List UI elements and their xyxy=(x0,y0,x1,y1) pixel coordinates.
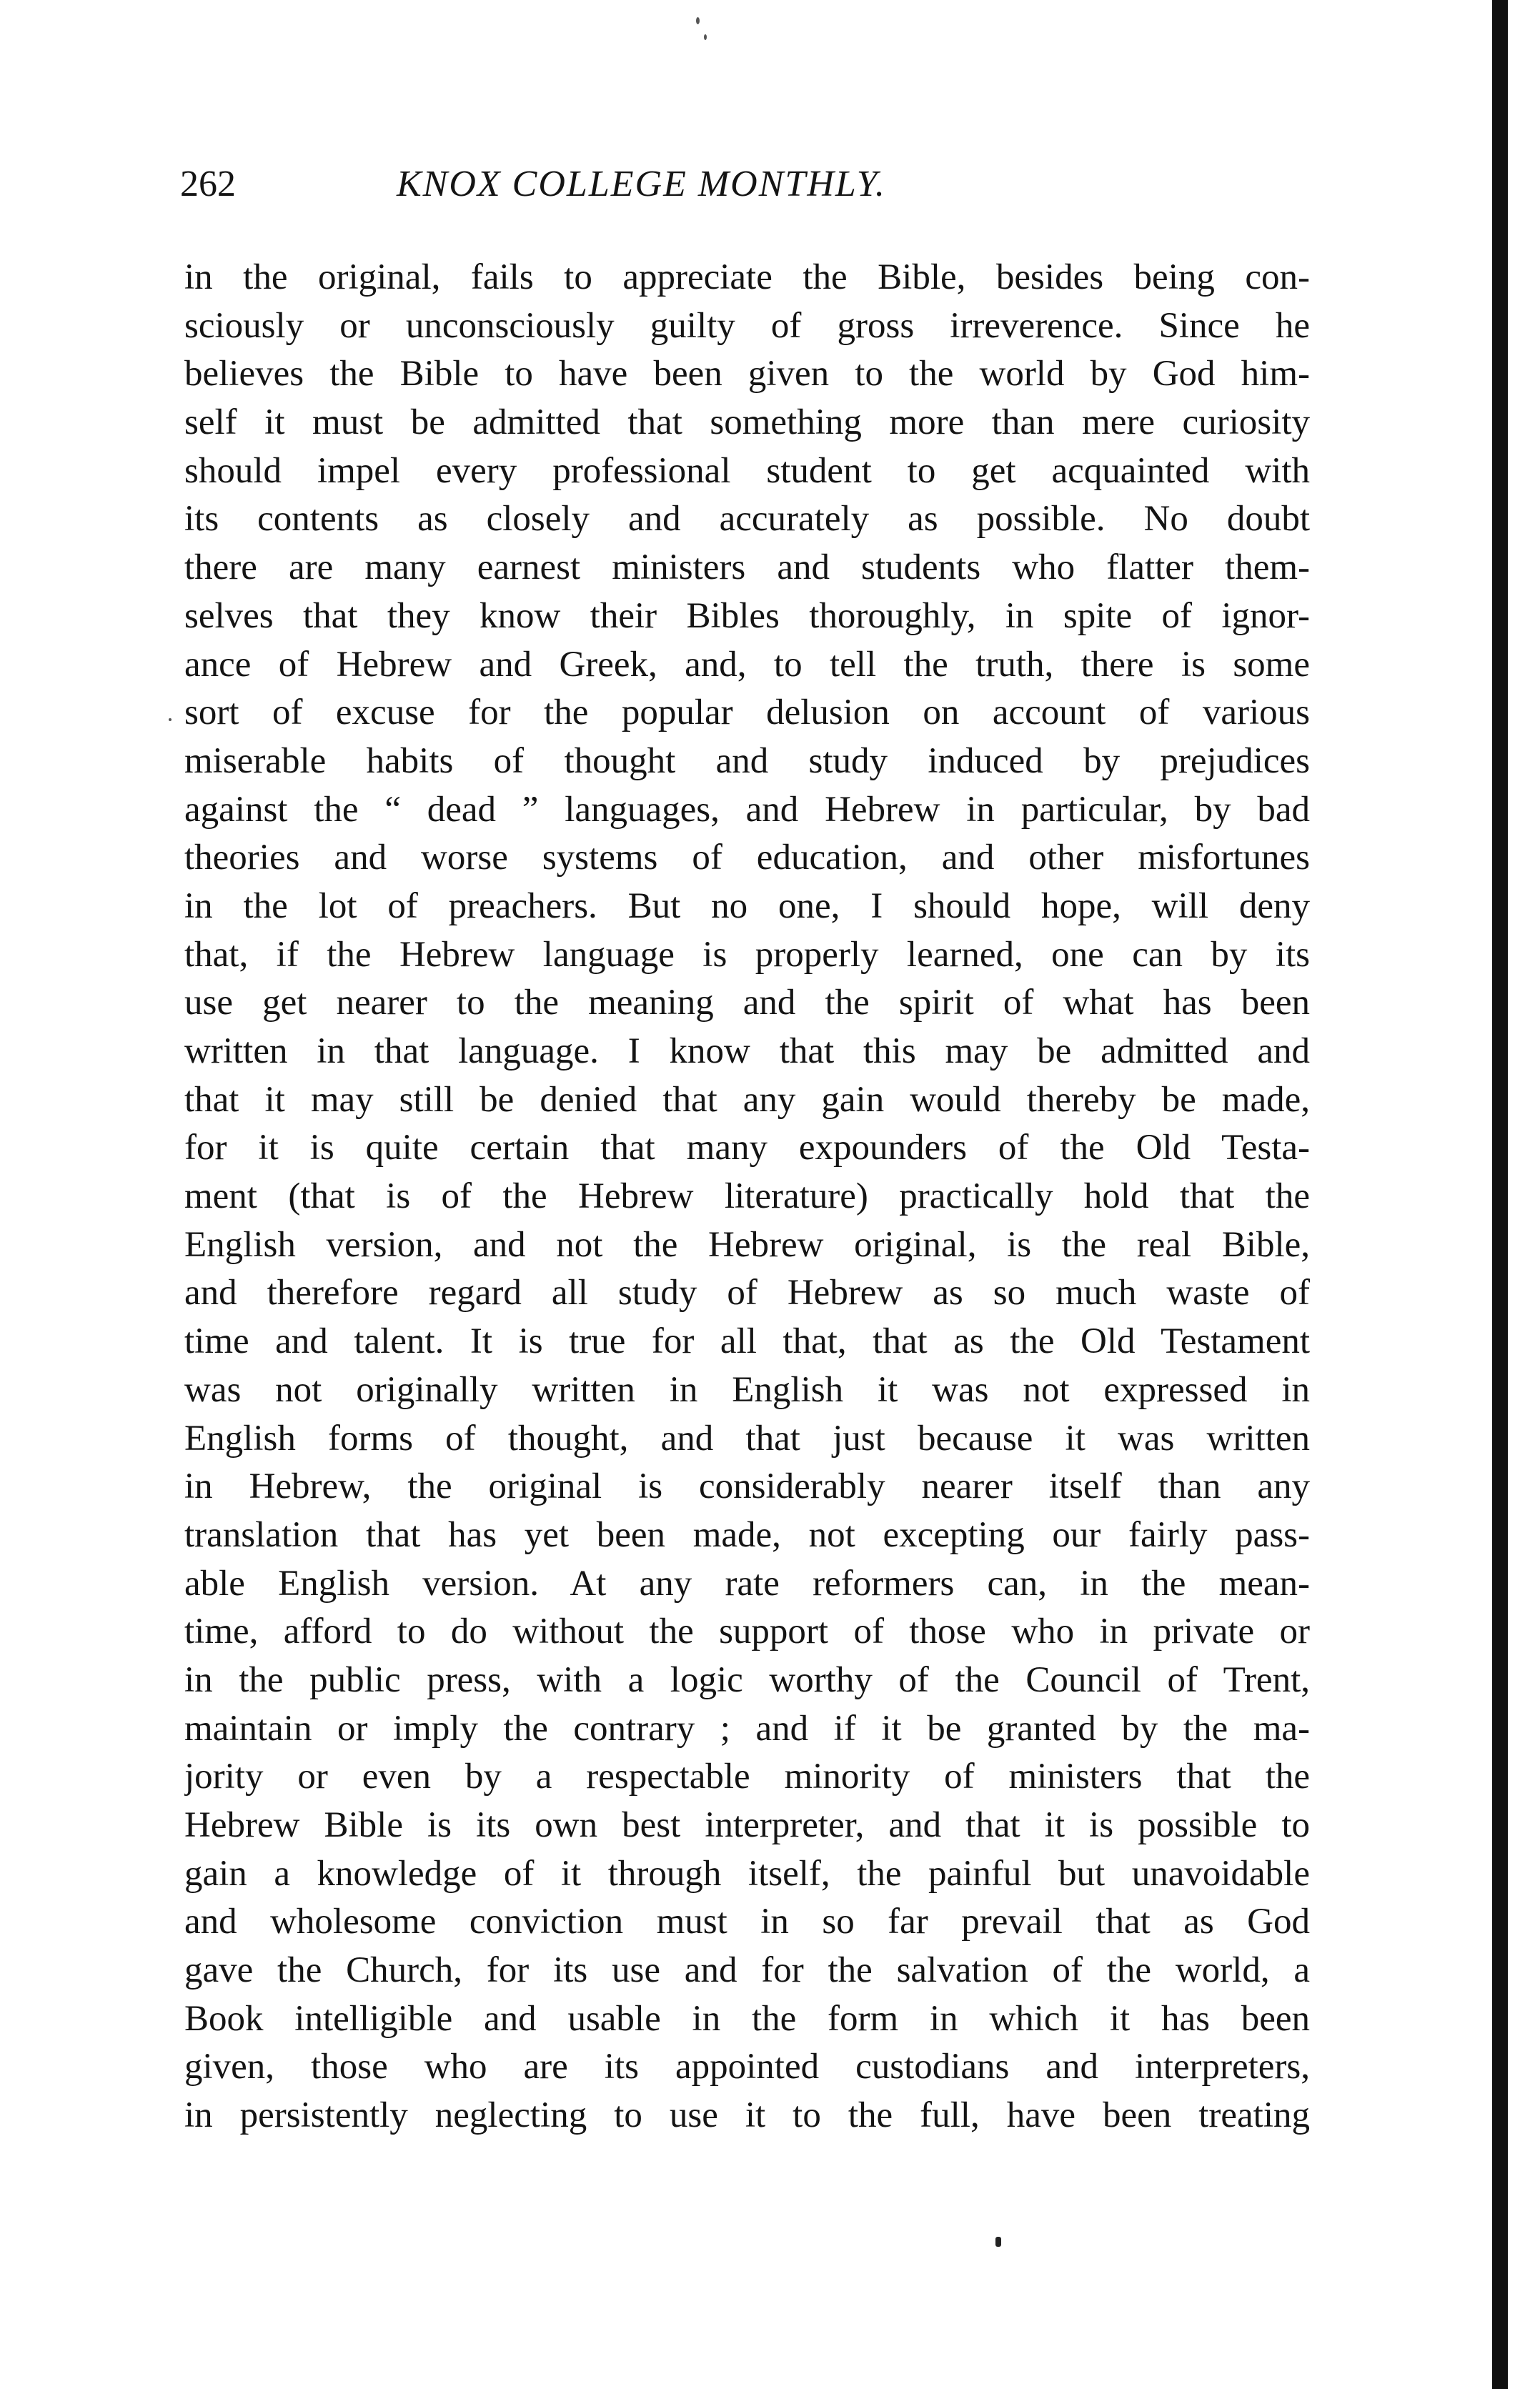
text-line: given, those who are its appointed custodians and interpreters, xyxy=(184,2047,1310,2087)
text-line: was not originally written in English it was not expressed in xyxy=(184,1369,1310,1410)
text-line: that, if the Hebrew language is properly learned, one can by its xyxy=(184,934,1310,975)
text-line: and wholesome conviction must in so far prevail that as God xyxy=(184,1902,1310,1942)
text-line: English forms of thought, and that just because it was written xyxy=(184,1418,1310,1459)
text-line: in the original, fails to appreciate the Bible, besides being con- xyxy=(184,257,1310,297)
text-line: against the “ dead ” languages, and Hebrew in particular, by bad xyxy=(184,789,1310,830)
text-line: there are many earnest ministers and students who flatter them- xyxy=(184,547,1310,588)
text-line: Hebrew Bible is its own best interpreter, and that it is possible to xyxy=(184,1805,1310,1845)
text-line: time, afford to do without the support of those who in private or xyxy=(184,1611,1310,1652)
text-line: English version, and not the Hebrew original, is the real Bible, xyxy=(184,1224,1310,1265)
scan-speck xyxy=(704,34,707,40)
ink-mark xyxy=(995,2237,1001,2247)
text-line: and therefore regard all study of Hebrew as so much waste of xyxy=(184,1273,1310,1313)
text-line: that it may still be denied that any gain would thereby be made, xyxy=(184,1079,1310,1120)
text-line: ment (that is of the Hebrew literature) practically hold that the xyxy=(184,1176,1310,1217)
scan-speck xyxy=(696,17,700,24)
text-line: maintain or imply the contrary ; and if it be granted by the ma- xyxy=(184,1708,1310,1749)
scan-edge-rule xyxy=(1492,0,1508,2389)
text-line: able English version. At any rate reformers can, in the mean- xyxy=(184,1563,1310,1604)
page-number: 262 xyxy=(180,164,236,204)
text-line: selves that they know their Bibles thoroughly, in spite of ignor- xyxy=(184,595,1310,636)
text-line: should impel every professional student to get acquainted with xyxy=(184,450,1310,491)
text-line: ance of Hebrew and Greek, and, to tell the truth, there is some xyxy=(184,644,1310,685)
text-line: miserable habits of thought and study induced by prejudices xyxy=(184,740,1310,781)
scan-speck xyxy=(169,718,172,721)
text-line: translation that has yet been made, not excepting our fairly pass- xyxy=(184,1514,1310,1555)
text-line: self it must be admitted that something more than mere curiosity xyxy=(184,402,1310,443)
text-line: gave the Church, for its use and for the salvation of the world, a xyxy=(184,1950,1310,1991)
text-line: gain a knowledge of it through itself, the painful but unavoidable xyxy=(184,1853,1310,1894)
text-line: in persistently neglecting to use it to the full, have been treating xyxy=(184,2095,1310,2136)
text-line: jority or even by a respectable minority of ministers that the xyxy=(184,1757,1310,1797)
running-title: KNOX COLLEGE MONTHLY. xyxy=(397,164,886,204)
text-line: in the public press, with a logic worthy of the Council of Trent, xyxy=(184,1659,1310,1700)
text-line: sort of excuse for the popular delusion on account of various xyxy=(184,692,1310,733)
text-line: for it is quite certain that many expounders of the Old Testa- xyxy=(184,1128,1310,1168)
text-line: in Hebrew, the original is considerably nearer itself than any xyxy=(184,1466,1310,1507)
text-line: use get nearer to the meaning and the spirit of what has been xyxy=(184,983,1310,1023)
text-line: believes the Bible to have been given to the world by God him- xyxy=(184,354,1310,394)
text-line: theories and worse systems of education, and other misfortunes xyxy=(184,838,1310,878)
text-line: time and talent. It is true for all that, that as the Old Testament xyxy=(184,1321,1310,1362)
text-line: in the lot of preachers. But no one, I should hope, will deny xyxy=(184,885,1310,926)
text-line: written in that language. I know that this may be admitted and xyxy=(184,1031,1310,1071)
body-paragraph xyxy=(184,254,1310,2140)
text-line: sciously or unconsciously guilty of gross irreverence. Since he xyxy=(184,305,1310,346)
text-line: its contents as closely and accurately as possible. No doubt xyxy=(184,499,1310,540)
text-line: Book intelligible and usable in the form in which it has been xyxy=(184,1998,1310,2039)
